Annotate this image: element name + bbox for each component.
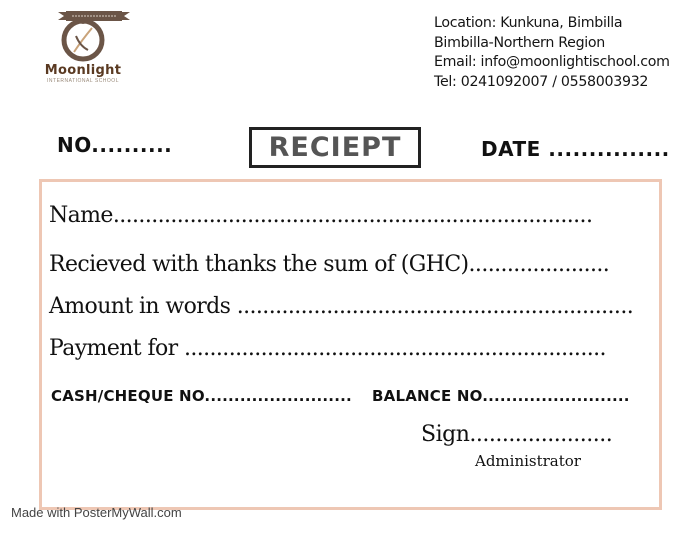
balance-field: BALANCE NO......................... (372, 387, 630, 405)
logo-tagline: INTERNATIONAL SCHOOL (47, 78, 119, 84)
receipt-number-label: NO.......... (57, 133, 173, 157)
contact-region: Bimbilla-Northern Region (434, 34, 606, 51)
cash-cheque-field: CASH/CHEQUE NO......................... (51, 387, 352, 405)
receipt-title: RECIEPT (268, 132, 402, 163)
name-field: Name........................................................................... (49, 203, 593, 228)
receipt-title-box (249, 127, 421, 168)
payment-for-field: Payment for .................................................................. (49, 336, 606, 361)
footer-credit: Made with PosterMyWall.com (11, 505, 182, 520)
sign-field: Sign...................... (421, 422, 613, 447)
contact-location: Location: Kunkuna, Bimbilla (434, 15, 623, 31)
amount-in-words-field: Amount in words .............................................................. (49, 294, 634, 319)
received-sum-field: Recieved with thanks the sum of (GHC)...................... (49, 252, 610, 277)
date-label: DATE ............... (481, 137, 670, 161)
contact-tel: Tel: 0241092007 / 0558003932 (434, 73, 649, 90)
school-logo (33, 4, 133, 104)
logo-name: Moonlight (44, 63, 122, 78)
administrator-label: Administrator (475, 452, 581, 470)
logo-ribbon-icon (58, 10, 130, 22)
contact-email: Email: info@moonlightischool.com (434, 54, 670, 70)
contact-block (434, 14, 670, 92)
